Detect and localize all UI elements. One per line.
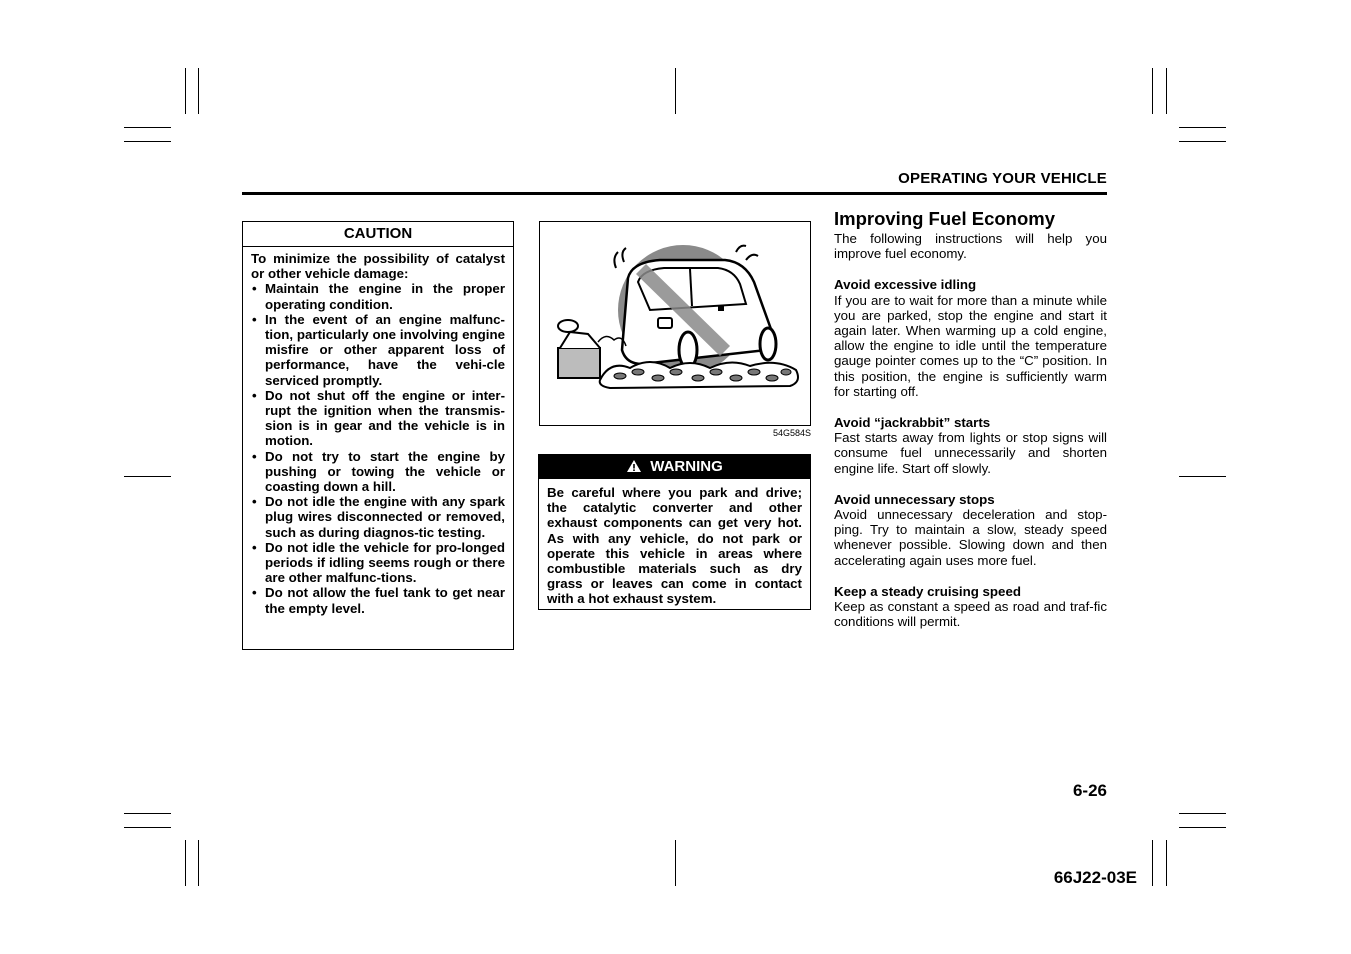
caution-box [242,221,514,650]
caution-list [251,281,505,615]
warning-header [539,455,810,479]
page-number: 6-26 [1072,781,1107,800]
tip-title: Keep a steady cruising speed [834,583,1021,599]
fuel-economy-heading: Improving Fuel Economy [834,208,1055,229]
caution-item: • Do not idle the vehicle for pro-longed periods if idling seems rough or there are other malfunc-tions. [251,540,505,586]
tip-title: Avoid excessive idling [834,277,977,293]
figure-no-parking-over-leaves [539,221,811,426]
tip-section [834,584,1107,630]
fuel-economy-intro: The following instructions will help you improve fuel economy. [834,231,1107,262]
header-rule [242,192,1107,195]
tip-section [834,277,1107,399]
warning-box [538,454,811,610]
tip-title: Avoid “jackrabbit” starts [834,415,991,431]
caution-item: • Do not idle the engine with any spark plug wires disconnected or removed, such as during diagnos-tic testing. [251,494,505,540]
caution-item: • Do not allow the fuel tank to get near the empty level. [251,585,505,615]
caution-title: CAUTION [243,222,513,247]
warning-body: Be careful where you park and drive; the catalytic converter and other exhaust components can get very hot. As with any vehicle, do not park or operate this vehicle in areas where combustible materials such as dry grass or leaves can come in contact with a hot exhaust system. [547,485,802,607]
warning-triangle-icon [626,459,642,473]
tip-text: Fast starts away from lights or stop signs will consume fuel unnecessarily and shorten engine life. Start off slowly. [834,430,1107,476]
tip-section [834,415,1107,476]
no-parking-over-leaves-illustration [540,222,812,427]
caution-item: • In the event of an engine malfunc-tion, particularly one involving engine misfire or other apparent loss of performance, have the vehi-cle serviced promptly. [251,312,505,388]
caution-item: • Maintain the engine in the proper operating condition. [251,281,505,311]
tip-text: Avoid unnecessary deceleration and stop-ping. Try to maintain a slow, steady speed whenever possible. Slowing down and then accelerating again uses more fuel. [834,507,1107,568]
warning-title: WARNING [650,458,723,475]
tip-section [834,492,1107,568]
document-code: 66J22-03E [1053,868,1137,887]
caution-intro: To minimize the possibility of catalyst or other vehicle damage: [251,251,505,282]
tip-title: Avoid unnecessary stops [834,491,995,507]
section-title: OPERATING YOUR VEHICLE [898,170,1107,187]
figure-code: 54G584S [772,428,811,438]
tip-text: If you are to wait for more than a minute while you are parked, stop the engine and start it again later. When warming up a cold engine, allow the engine to idle until the temperature gauge pointer comes up to the “C” position. In this position, the engine is sufficiently warm for starting off. [834,292,1107,399]
caution-item: • Do not shut off the engine or inter-rupt the ignition when the transmis-sion is in gear and the vehicle is in motion. [251,388,505,449]
tip-text: Keep as constant a speed as road and traf-fic conditions will permit. [834,599,1107,630]
fuel-economy-section [834,207,1107,629]
caution-body [243,247,513,616]
caution-item: • Do not try to start the engine by pushing or towing the vehicle or coasting down a hill. [251,449,505,495]
